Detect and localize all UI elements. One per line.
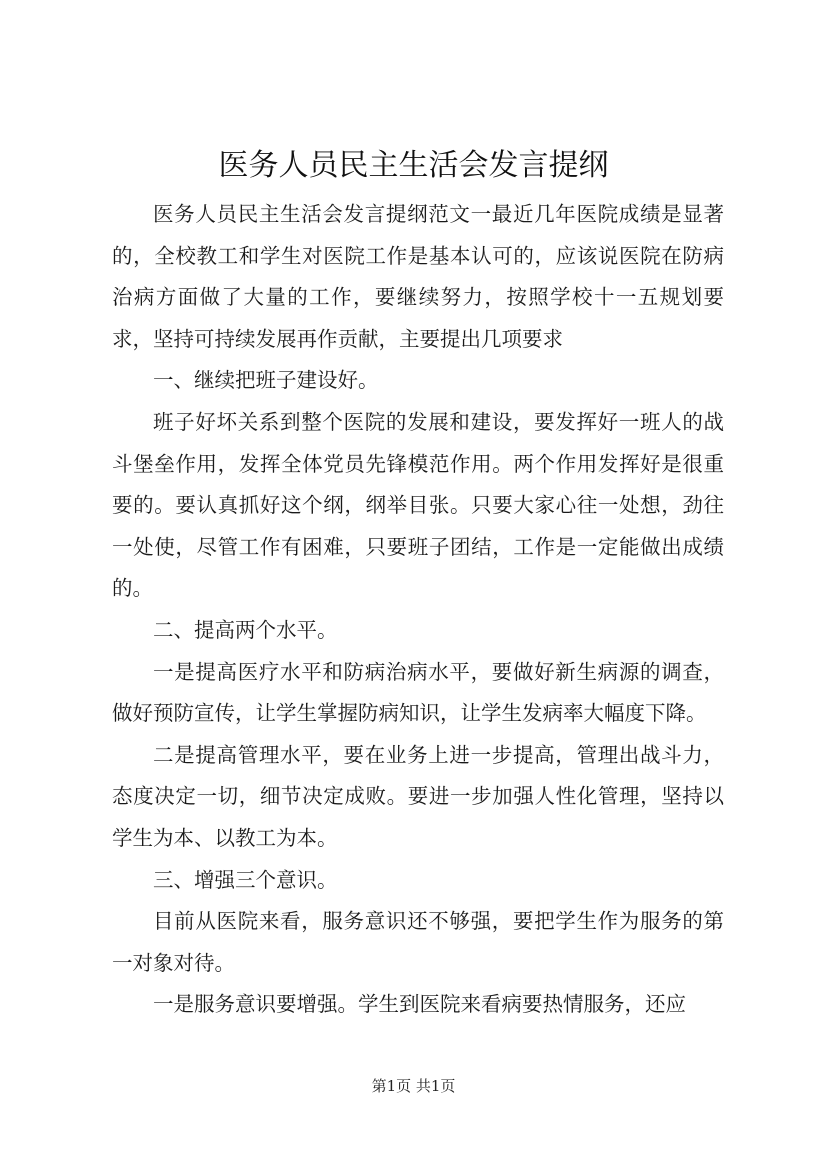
paragraph: 目前从医院来看，服务意识还不够强，要把学生作为服务的第一对象对待。 [112,909,724,975]
section-heading: 二、提高两个水平。 [153,617,338,642]
document-body [112,194,724,1026]
page-number-footer: 第1页 共1页 [371,1077,456,1095]
paragraph: 班子好坏关系到整个医院的发展和建设，要发挥好一班人的战斗堡垒作用，发挥全体党员先锋模范作用。两个作用发挥好是很重要的。要认真抓好这个纲，纲举目张。只要大家心往一处想，劲往一处使，尽管工作有困难，只要班子团结，工作是一定能做出成绩的。 [112,409,724,601]
paragraph: 一是提高医疗水平和防病治病水平，要做好新生病源的调查，做好预防宣传，让学生掌握防病知识，让学生发病率大幅度下降。 [112,659,724,726]
paragraph: 医务人员民主生活会发言提纲范文一最近几年医院成绩是显著的，全校教工和学生对医院工作是基本认可的，应该说医院在防病治病方面做了大量的工作，要继续努力，按照学校十一五规划要求，坚持可持续发展再作贡献，主要提出几项要求 [112,202,724,351]
paragraph: 二是提高管理水平，要在业务上进一步提高，管理出战斗力，态度决定一切，细节决定成败。要进一步加强人性化管理，坚持以学生为本、以教工为本。 [112,742,724,850]
section-heading: 三、增强三个意识。 [153,867,338,892]
paragraph: 一是服务意识要增强。学生到医院来看病要热情服务，还应 [153,992,686,1017]
document-title: 医务人员民主生活会发言提纲 [218,148,609,183]
section-heading: 一、继续把班子建设好。 [153,368,379,393]
